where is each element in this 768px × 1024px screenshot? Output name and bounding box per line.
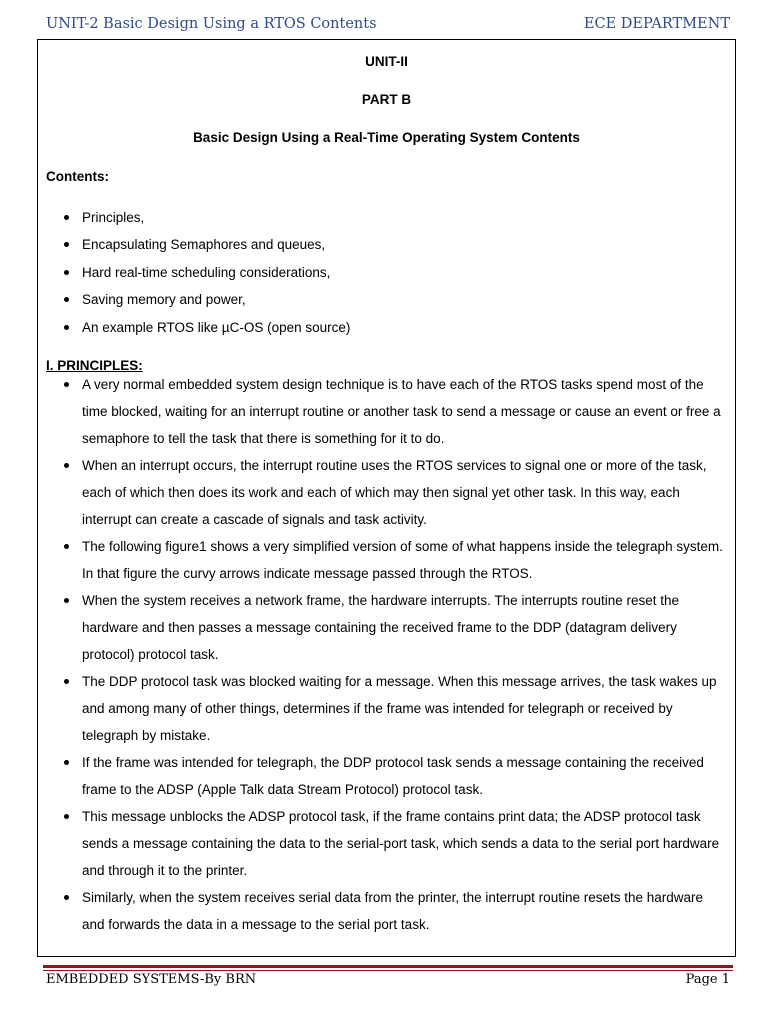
principle-item: The following figure1 shows a very simplified version of some of what happens inside the telegraph system. In that figure the curvy arrows indicate message passed through the RTOS. (82, 533, 729, 587)
header-left: UNIT-2 Basic Design Using a RTOS Contents (46, 16, 377, 32)
principles-list (38, 371, 735, 938)
document-title: Basic Design Using a Real-Time Operating System Contents (193, 130, 580, 145)
principle-item: If the frame was intended for telegraph, the DDP protocol task sends a message containing the received frame to the ADSP (Apple Talk data Stream Protocol) protocol task. (82, 749, 729, 803)
contents-item: Encapsulating Semaphores and queues, (82, 231, 729, 258)
contents-label: Contents: (46, 169, 109, 184)
principles-heading: I. PRINCIPLES: (46, 358, 143, 373)
unit-heading: UNIT-II (365, 54, 408, 69)
footer-rule-thin (43, 970, 733, 971)
principle-item: This message unblocks the ADSP protocol task, if the frame contains print data; the ADSP protocol task sends a message containing the data to the serial-port task, which sends a data to the serial port hardware and through it to the printer. (82, 803, 729, 884)
contents-item: Saving memory and power, (82, 286, 729, 313)
principle-item: Similarly, when the system receives serial data from the printer, the interrupt routine resets the hardware and forwards the data in a message to the serial port task. (82, 884, 729, 938)
page-frame (37, 39, 736, 957)
contents-item: An example RTOS like µC-OS (open source) (82, 314, 729, 341)
contents-item: Hard real-time scheduling considerations, (82, 259, 729, 286)
header-right: ECE DEPARTMENT (583, 16, 730, 32)
principle-item: The DDP protocol task was blocked waiting for a message. When this message arrives, the task wakes up and among many of other things, determines if the frame was intended for telegraph or received by telegraph by mistake. (82, 668, 729, 749)
principle-item: A very normal embedded system design technique is to have each of the RTOS tasks spend most of the time blocked, waiting for an interrupt routine or another task to send a message or cause an event or free a semaphore to tell the task that there is something for it to do. (82, 371, 729, 452)
contents-list (38, 204, 735, 341)
part-heading: PART B (361, 92, 412, 107)
page-number: Page 1 (685, 972, 730, 987)
contents-item: Principles, (82, 204, 729, 231)
page-footer (46, 972, 730, 987)
footer-rule-thick (43, 965, 733, 968)
principle-item: When the system receives a network frame, the hardware interrupts. The interrupts routine reset the hardware and then passes a message containing the received frame to the DDP (datagram delivery protocol) protocol task. (82, 587, 729, 668)
footer-left: EMBEDDED SYSTEMS-By BRN (46, 972, 257, 987)
principle-item: When an interrupt occurs, the interrupt routine uses the RTOS services to signal one or more of the task, each of which then does its work and each of which may then signal yet other task. In this way, each interrupt can create a cascade of signals and task activity. (82, 452, 729, 533)
page-header (46, 16, 730, 32)
